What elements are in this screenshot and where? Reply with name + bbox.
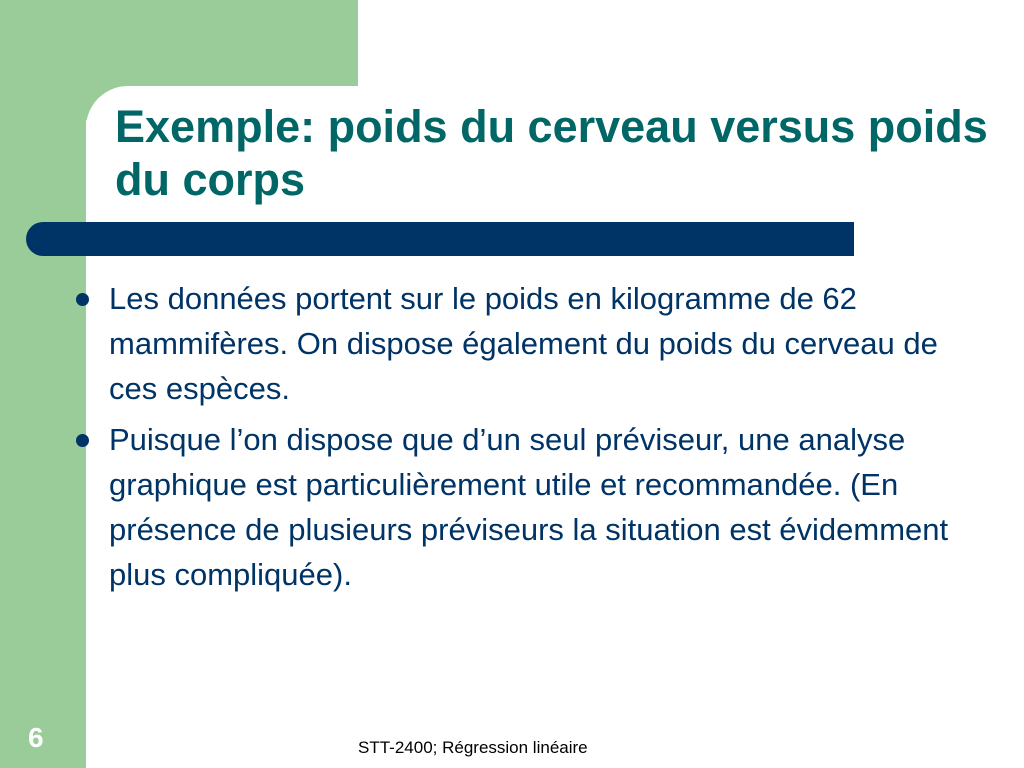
- bullet-item: [72, 417, 992, 597]
- bullet-text: Puisque l’on dispose que d’un seul préviseur, une analyse graphique est particulièrement utile et recommandée. (En présence de plusieurs préviseurs la situation est évidemment plus compliquée).: [109, 422, 949, 592]
- title-underline-bar: [26, 222, 854, 256]
- bullet-dot-icon: [76, 434, 89, 447]
- bullet-item: [72, 276, 992, 411]
- slide-number: 6: [28, 722, 44, 753]
- slide-title: Exemple: poids du cerveau versus poids du corps: [115, 101, 988, 205]
- slide-footer: STT-2400; Régression linéaire: [358, 738, 588, 757]
- bullet-list: [72, 276, 992, 603]
- bullet-dot-icon: [76, 293, 89, 306]
- bullet-text: Les données portent sur le poids en kilogramme de 62 mammifères. On dispose également du poids du cerveau de ces espèces.: [109, 281, 938, 406]
